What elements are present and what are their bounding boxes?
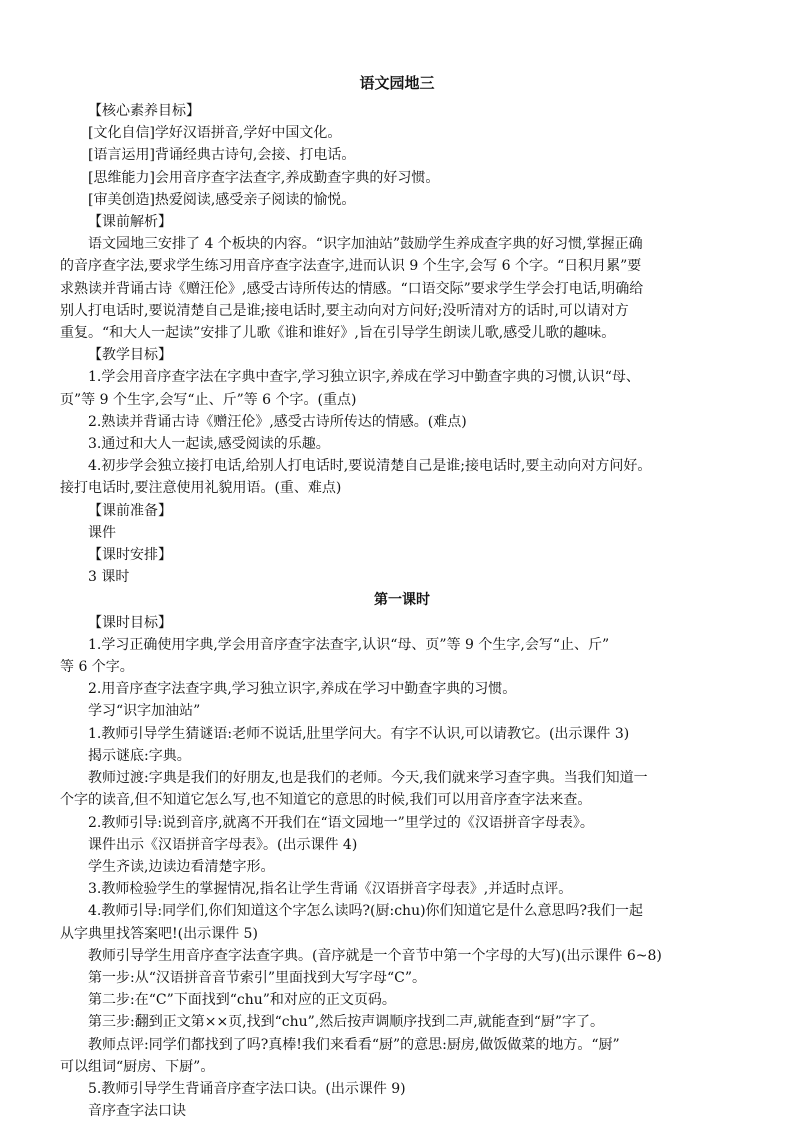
text-line: 揭示谜底:字典。 xyxy=(88,747,191,764)
text-line: 1.学习正确使用字典,学会用音序查字法查字,认识“母、页”等 9 个生字,会写“止、斤” xyxy=(88,636,610,653)
text-line: [语言运用]背诵经典古诗句,会接、打电话。 xyxy=(88,147,356,164)
text-line: 教师引导学生用音序查字法查字典。(音序就是一个音节中第一个字母的大写)(出示课件 6~8) xyxy=(88,947,662,964)
text-line: 第三步:翻到正文第××页,找到“chu”,然后按声调顺序找到二声,就能查到“厨”字了。 xyxy=(88,1014,605,1031)
text-line: 音序查字法口诀 xyxy=(88,1103,186,1120)
text-line: 第一步:从“汉语拼音音节索引”里面找到大写字母“C”。 xyxy=(88,969,427,986)
section-heading: 【课时安排】 xyxy=(88,547,172,564)
text-line: 第二步:在“C”下面找到“chu”和对应的正文页码。 xyxy=(88,992,396,1009)
section-heading: 【课时目标】 xyxy=(88,614,172,631)
text-line: 教师过渡:字典是我们的好朋友,也是我们的老师。今天,我们就来学习查字典。当我们知道一 xyxy=(88,770,648,787)
text-line: 2.教师引导:说到音序,就离不开我们在“语文园地一”里学过的《汉语拼音字母表》。 xyxy=(88,814,594,831)
text-line: 学习“识字加油站” xyxy=(88,703,201,720)
section-heading: 【核心素养目标】 xyxy=(88,103,200,119)
subsection-title: 第一课时 xyxy=(374,592,430,609)
text-line: 4.教师引导:同学们,你们知道这个字怎么读吗?(厨:chu)你们知道它是什么意思吗?我们一起 xyxy=(88,903,644,920)
text-line: 3.教师检验学生的掌握情况,指名让学生背诵《汉语拼音字母表》,并适时点评。 xyxy=(88,881,573,898)
text-line: 语文园地三安排了 4 个板块的内容。“识字加油站”鼓励学生养成查字典的好习惯,掌握正确 xyxy=(88,236,643,253)
text-line: 的音序查字法,要求学生练习用音序查字法查字,进而认识 9 个生字,会写 6 个字。“日积月累”要 xyxy=(60,258,642,275)
section-heading: 【课前解析】 xyxy=(88,214,172,231)
text-line: 等 6 个字。 xyxy=(60,659,134,676)
text-line: 个字的读音,但不知道它怎么写,也不知道它的意思的时候,我们可以用音序查字法来查。 xyxy=(60,792,592,809)
text-line: 3 课时 xyxy=(88,569,130,586)
section-heading: 【课前准备】 xyxy=(88,502,172,519)
text-line: 教师点评:同学们都找到了吗?真棒!我们来看看“厨”的意思:厨房,做饭做菜的地方。“厨” xyxy=(88,1036,620,1053)
text-line: 2.熟读并背诵古诗《赠汪伦》,感受古诗所传达的情感。(难点) xyxy=(88,413,467,430)
text-line: 重复。“和大人一起读”安排了儿歌《谁和谁好》,旨在引导学生朗读儿歌,感受儿歌的趣味。 xyxy=(60,325,616,342)
text-line: [审美创造]热爱阅读,感受亲子阅读的愉悦。 xyxy=(88,191,356,208)
text-line: 可以组词“厨房、下厨”。 xyxy=(60,1058,215,1075)
text-line: 页”等 9 个生字,会写“止、斤”等 6 个字。(重点) xyxy=(60,391,357,408)
text-line: 2.用音序查字法查字典,学习独立识字,养成在学习中勤查字典的习惯。 xyxy=(88,681,517,698)
text-line: 从字典里找答案吧!(出示课件 5) xyxy=(60,925,258,942)
text-line: 课件 xyxy=(88,524,116,541)
text-line: 别人打电话时,要说清楚自己是谁;接电话时,要主动向对方问好;没听清对方的话时,可以请对方 xyxy=(60,302,629,319)
document-body xyxy=(60,100,744,1122)
text-line: [文化自信]学好汉语拼音,学好中国文化。 xyxy=(88,125,342,142)
text-line: 接打电话时,要注意使用礼貌用语。(重、难点) xyxy=(60,480,342,497)
text-line: 3.通过和大人一起读,感受阅读的乐趣。 xyxy=(88,436,330,453)
document-title: 语文园地三 xyxy=(359,74,435,92)
text-line: 课件出示《汉语拼音字母表》。(出示课件 4) xyxy=(88,836,358,853)
text-line: [思维能力]会用音序查字法查字,养成勤查字典的好习惯。 xyxy=(88,169,440,186)
text-line: 1.学会用音序查字法在字典中查字,学习独立识字,养成在学习中勤查字典的习惯,认识“母、 xyxy=(88,369,640,386)
text-line: 5.教师引导学生背诵音序查字法口诀。(出示课件 9) xyxy=(88,1080,406,1097)
text-line: 4.初步学会独立接打电话,给别人打电话时,要说清楚自己是谁;接电话时,要主动向对方问好。 xyxy=(88,458,652,475)
section-heading: 【教学目标】 xyxy=(88,347,172,364)
text-line: 求熟读并背诵古诗《赠汪伦》,感受古诗所传达的情感。“口语交际”要求学生学会打电话,明确给 xyxy=(60,280,644,297)
text-line: 学生齐读,边读边看清楚字形。 xyxy=(88,858,275,875)
text-line: 1.教师引导学生猜谜语:老师不说话,肚里学问大。有字不认识,可以请教它。(出示课件 3) xyxy=(88,725,630,742)
